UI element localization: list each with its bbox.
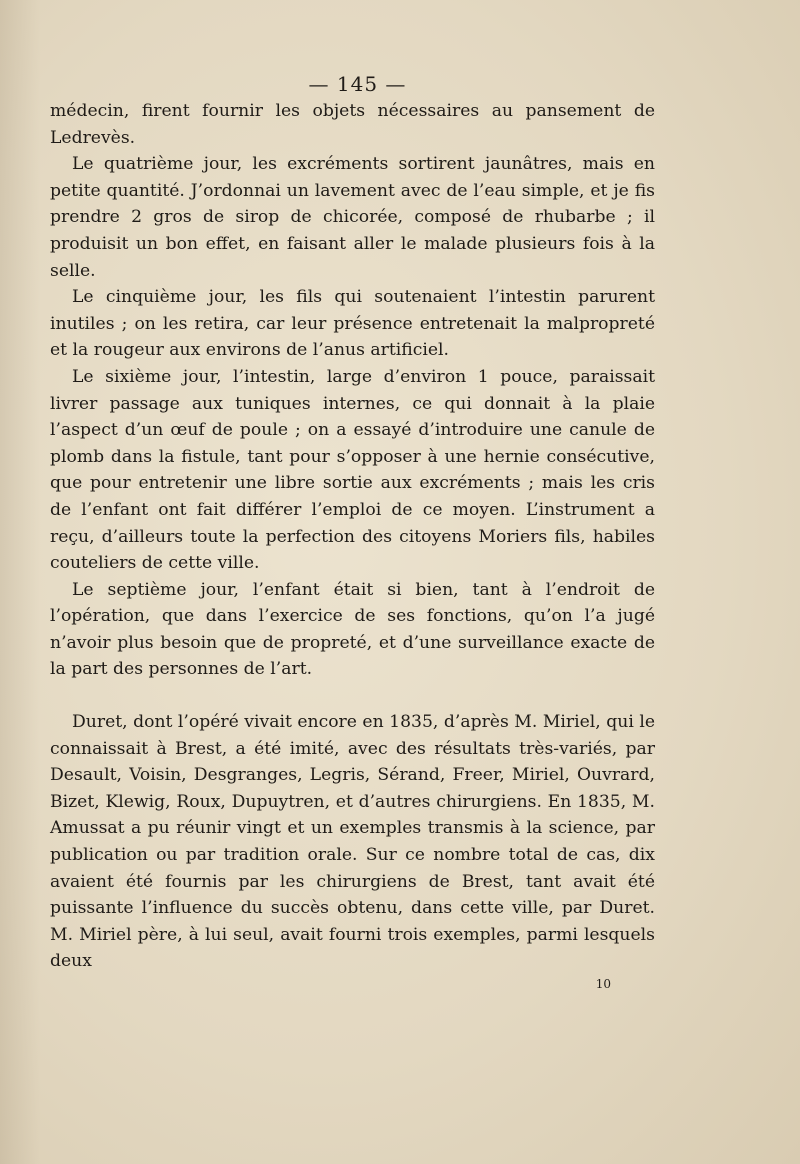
paragraph-fifth-day: Le cinquième jour, les fils qui soutenaient l’intestin parurent inutiles ; on les retira, car leur présence entretenait la malpropreté et la rougeur aux environs de l’anus artificiel. bbox=[50, 287, 655, 361]
book-page bbox=[50, 72, 655, 991]
paragraph-continuation: médecin, firent fournir les objets nécessaires au pansement de Ledrevès. bbox=[50, 101, 655, 148]
signature-mark: 10 bbox=[595, 977, 611, 991]
page-number: — 145 — bbox=[308, 72, 407, 96]
paragraph-sixth-day: Le sixième jour, l’intestin, large d’environ 1 pouce, paraissait livrer passage aux tuniques internes, ce qui donnait à la plaie l’aspect d’un œuf de poule ; on a essayé d’introduire une canule de plomb dans la fistule, tant pour s’opposer à une hernie consécutive, que pour entretenir une libre sortie aux excréments ; mais les cris de l’enfant ont fait différer l’emploi de ce moyen. L’instrument a reçu, d’ailleurs toute la perfection des citoyens Moriers fils, habiles couteliers de cette ville. bbox=[50, 366, 655, 574]
page-fold-shadow bbox=[0, 0, 40, 1164]
paragraph-duret-history: Duret, dont l’opéré vivait encore en 1835, d’après M. Miriel, qui le connaissait à Brest, a été imité, avec des résultats très-variés, par Desault, Voisin, Desgranges, Legris, Sérand, Freer, Miriel, Ouvrard, Bizet, Klewig, Roux, Dupuytren, et d’autres chirurgiens. En 1835, M. Amussat a pu réunir vingt et un exemples transmis à la science, par publication ou par tradition orale. Sur ce nombre total de cas, dix avaient été fournis par les chirurgiens de Brest, tant avait été puissante l’influence du succès obtenu, dans cette ville, par Duret. M. Miriel père, à lui seul, avait fourni trois exemples, parmi lesquels deux bbox=[50, 712, 655, 972]
paragraph-fourth-day: Le quatrième jour, les excréments sortirent jaunâtres, mais en petite quantité. J’ordonnai un lavement avec de l’eau simple, et je fis prendre 2 gros de sirop de chicorée, composé de rhubarbe ; il produisit un bon effet, en faisant aller le malade plusieurs fois à la selle. bbox=[50, 154, 655, 281]
section-gap bbox=[50, 683, 655, 709]
paragraph-seventh-day: Le septième jour, l’enfant était si bien, tant à l’endroit de l’opération, que dans l’exercice de ses fonctions, qu’on l’a jugé n’avoir plus besoin que de propreté, et d’une surveillance exacte de la part des personnes de l’art. bbox=[50, 579, 655, 680]
